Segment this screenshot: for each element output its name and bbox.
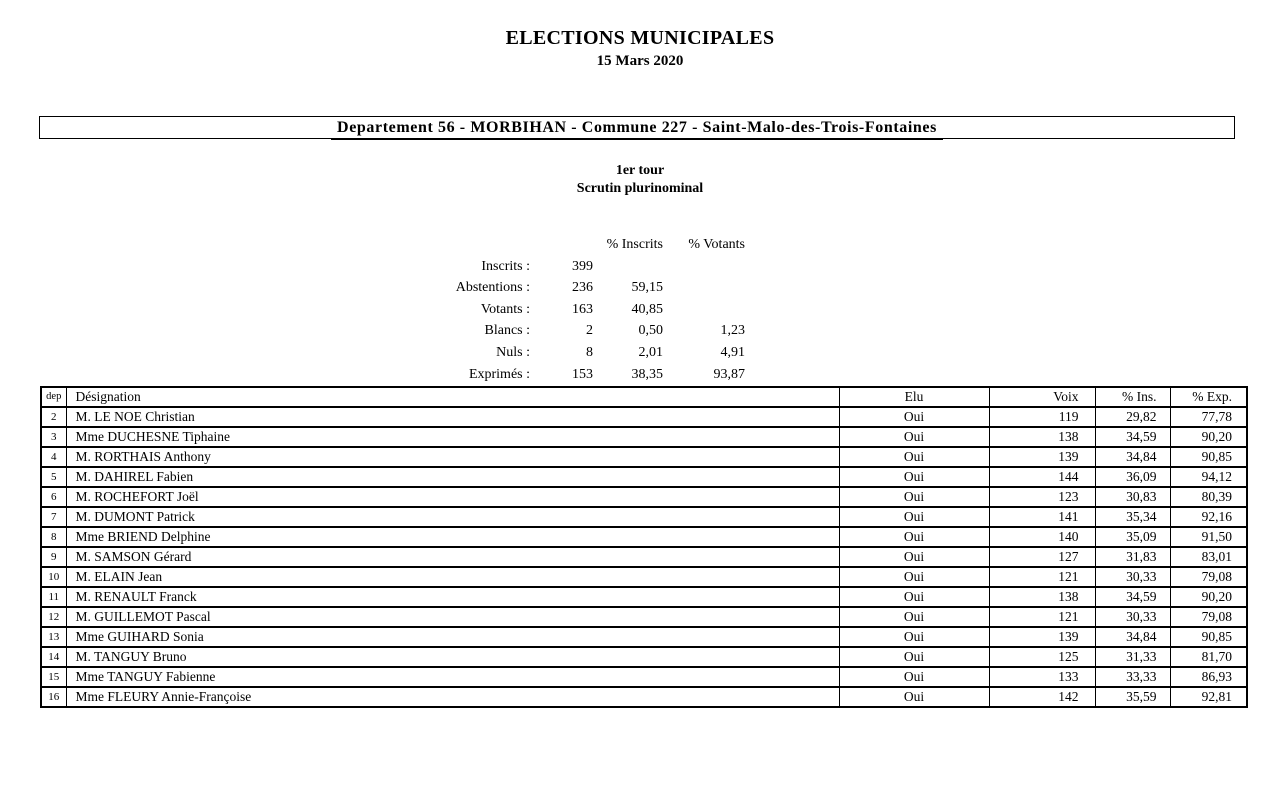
participation-label-cell: Exprimés :: [468, 366, 530, 382]
participation-label-cell: Inscrits :: [481, 258, 530, 274]
participation-header-row: [420, 234, 745, 256]
result-designation-cell: Mme DUCHESNE Tiphaine: [66, 427, 839, 447]
result-dep-cell: 2: [41, 407, 66, 427]
result-elu-cell: Oui: [839, 467, 989, 487]
result-dep-cell: 15: [41, 667, 66, 687]
result-designation-cell: M. LE NOE Christian: [66, 407, 839, 427]
participation-pct-votants-cell: 4,91: [720, 344, 745, 360]
result-voix-cell: 139: [989, 627, 1095, 647]
result-pct-exp-cell: 90,20: [1170, 427, 1247, 447]
participation-count-cell: 153: [572, 366, 593, 382]
result-pct-ins-cell: 35,09: [1095, 527, 1170, 547]
participation-row: [420, 364, 745, 386]
result-voix-cell: 144: [989, 467, 1095, 487]
participation-label-cell: Votants :: [480, 301, 530, 317]
participation-pct-inscrits-cell: [593, 256, 663, 278]
result-pct-ins-cell: 30,33: [1095, 607, 1170, 627]
result-pct-exp-cell: 79,08: [1170, 567, 1247, 587]
result-voix-cell: 121: [989, 607, 1095, 627]
result-designation-cell: M. ROCHEFORT Joël: [66, 487, 839, 507]
result-dep-cell: 6: [41, 487, 66, 507]
result-voix-cell: 138: [989, 427, 1095, 447]
result-row: [41, 447, 1247, 467]
dep-column-header: dep: [41, 387, 66, 407]
result-row: [41, 627, 1247, 647]
result-dep-cell: 9: [41, 547, 66, 567]
result-elu-cell: Oui: [839, 627, 989, 647]
participation-pct-inscrits-cell: 2,01: [638, 344, 663, 360]
participation-label-cell: Blancs :: [484, 323, 530, 339]
participation-empty-header: [530, 234, 593, 256]
participation-pct-inscrits-cell: 0,50: [638, 323, 663, 339]
result-pct-ins-cell: 34,59: [1095, 427, 1170, 447]
result-pct-ins-cell: 34,84: [1095, 627, 1170, 647]
results-table: [40, 386, 1248, 708]
results-header-row: [41, 387, 1247, 407]
participation-count-cell: 2: [586, 323, 593, 339]
result-row: [41, 687, 1247, 707]
participation-row: [420, 299, 745, 321]
voix-column-header: Voix: [989, 387, 1095, 407]
result-pct-ins-cell: 31,33: [1095, 647, 1170, 667]
result-designation-cell: M. DUMONT Patrick: [66, 507, 839, 527]
result-row: [41, 567, 1247, 587]
result-pct-ins-cell: 35,59: [1095, 687, 1170, 707]
result-elu-cell: Oui: [839, 447, 989, 467]
result-voix-cell: 138: [989, 587, 1095, 607]
result-pct-exp-cell: 83,01: [1170, 547, 1247, 567]
result-row: [41, 507, 1247, 527]
page-title: ELECTIONS MUNICIPALES: [505, 27, 775, 49]
participation-table: [420, 234, 745, 385]
result-pct-exp-cell: 79,08: [1170, 607, 1247, 627]
result-elu-cell: Oui: [839, 427, 989, 447]
result-voix-cell: 139: [989, 447, 1095, 467]
result-elu-cell: Oui: [839, 587, 989, 607]
result-voix-cell: 125: [989, 647, 1095, 667]
result-pct-ins-cell: 31,83: [1095, 547, 1170, 567]
result-dep-cell: 16: [41, 687, 66, 707]
participation-count-cell: 236: [572, 280, 593, 296]
result-pct-ins-cell: 33,33: [1095, 667, 1170, 687]
participation-pct-votants-cell: 1,23: [720, 323, 745, 339]
elu-column-header: Elu: [839, 387, 989, 407]
document-header: [0, 27, 1280, 70]
participation-pct-votants-cell: 93,87: [713, 366, 745, 382]
result-pct-exp-cell: 90,20: [1170, 587, 1247, 607]
result-elu-cell: Oui: [839, 567, 989, 587]
result-row: [41, 427, 1247, 447]
participation-count-cell: 163: [572, 301, 593, 317]
result-elu-cell: Oui: [839, 667, 989, 687]
result-pct-exp-cell: 77,78: [1170, 407, 1247, 427]
result-pct-ins-cell: 29,82: [1095, 407, 1170, 427]
result-row: [41, 487, 1247, 507]
result-row: [41, 587, 1247, 607]
round-block: [0, 162, 1280, 198]
result-designation-cell: M. RENAULT Franck: [66, 587, 839, 607]
result-pct-ins-cell: 30,83: [1095, 487, 1170, 507]
result-elu-cell: Oui: [839, 647, 989, 667]
participation-row: [420, 342, 745, 364]
result-elu-cell: Oui: [839, 687, 989, 707]
result-designation-cell: Mme GUIHARD Sonia: [66, 627, 839, 647]
result-pct-exp-cell: 80,39: [1170, 487, 1247, 507]
result-pct-exp-cell: 81,70: [1170, 647, 1247, 667]
result-designation-cell: M. RORTHAIS Anthony: [66, 447, 839, 467]
participation-pct-inscrits-cell: 40,85: [631, 301, 663, 317]
pct-exp-column-header: % Exp.: [1170, 387, 1247, 407]
participation-pct-votants-cell: [663, 277, 745, 299]
result-pct-ins-cell: 34,84: [1095, 447, 1170, 467]
result-dep-cell: 12: [41, 607, 66, 627]
participation-pct-inscrits-cell: 38,35: [631, 366, 663, 382]
result-voix-cell: 140: [989, 527, 1095, 547]
participation-label-cell: Nuls :: [496, 344, 530, 360]
result-voix-cell: 133: [989, 667, 1095, 687]
participation-pct-votants-cell: [663, 299, 745, 321]
result-pct-exp-cell: 92,16: [1170, 507, 1247, 527]
result-pct-ins-cell: 30,33: [1095, 567, 1170, 587]
result-elu-cell: Oui: [839, 607, 989, 627]
result-row: [41, 527, 1247, 547]
result-elu-cell: Oui: [839, 487, 989, 507]
result-voix-cell: 119: [989, 407, 1095, 427]
round-label: 1er tour: [615, 163, 665, 178]
result-dep-cell: 7: [41, 507, 66, 527]
result-pct-exp-cell: 91,50: [1170, 527, 1247, 547]
result-pct-exp-cell: 86,93: [1170, 667, 1247, 687]
result-voix-cell: 142: [989, 687, 1095, 707]
result-row: [41, 607, 1247, 627]
result-pct-exp-cell: 90,85: [1170, 447, 1247, 467]
result-elu-cell: Oui: [839, 507, 989, 527]
result-pct-exp-cell: 92,81: [1170, 687, 1247, 707]
result-dep-cell: 5: [41, 467, 66, 487]
result-dep-cell: 3: [41, 427, 66, 447]
result-row: [41, 667, 1247, 687]
participation-pct-votants-cell: [663, 256, 745, 278]
result-voix-cell: 123: [989, 487, 1095, 507]
pct-ins-column-header: % Ins.: [1095, 387, 1170, 407]
result-voix-cell: 121: [989, 567, 1095, 587]
result-row: [41, 407, 1247, 427]
result-designation-cell: Mme FLEURY Annie-Françoise: [66, 687, 839, 707]
result-designation-cell: Mme TANGUY Fabienne: [66, 667, 839, 687]
commune-header: Departement 56 - MORBIHAN - Commune 227 - Saint-Malo-des-Trois-Fontaines: [331, 118, 943, 140]
result-voix-cell: 127: [989, 547, 1095, 567]
result-row: [41, 547, 1247, 567]
result-dep-cell: 8: [41, 527, 66, 547]
result-dep-cell: 13: [41, 627, 66, 647]
participation-pct-inscrits-cell: 59,15: [631, 280, 663, 296]
result-elu-cell: Oui: [839, 547, 989, 567]
commune-header-box: [39, 116, 1235, 139]
result-elu-cell: Oui: [839, 407, 989, 427]
participation-row: [420, 320, 745, 342]
participation-row: [420, 256, 745, 278]
election-date: 15 Mars 2020: [596, 53, 684, 69]
result-designation-cell: M. SAMSON Gérard: [66, 547, 839, 567]
result-pct-ins-cell: 35,34: [1095, 507, 1170, 527]
result-dep-cell: 14: [41, 647, 66, 667]
result-row: [41, 647, 1247, 667]
result-elu-cell: Oui: [839, 527, 989, 547]
participation-count-cell: 399: [572, 258, 593, 274]
result-dep-cell: 10: [41, 567, 66, 587]
result-designation-cell: M. ELAIN Jean: [66, 567, 839, 587]
participation-empty-header: [420, 234, 530, 256]
pct-inscrits-header: % Inscrits: [606, 237, 663, 252]
result-voix-cell: 141: [989, 507, 1095, 527]
participation-count-cell: 8: [586, 344, 593, 360]
result-designation-cell: M. GUILLEMOT Pascal: [66, 607, 839, 627]
result-row: [41, 467, 1247, 487]
participation-label-cell: Abstentions :: [455, 280, 530, 296]
pct-votants-header: % Votants: [688, 237, 745, 252]
result-designation-cell: Mme BRIEND Delphine: [66, 527, 839, 547]
result-designation-cell: M. DAHIREL Fabien: [66, 467, 839, 487]
result-pct-ins-cell: 36,09: [1095, 467, 1170, 487]
result-pct-exp-cell: 90,85: [1170, 627, 1247, 647]
ballot-type-label: Scrutin plurinominal: [576, 181, 704, 196]
designation-column-header: Désignation: [66, 387, 839, 407]
result-dep-cell: 11: [41, 587, 66, 607]
result-dep-cell: 4: [41, 447, 66, 467]
result-designation-cell: M. TANGUY Bruno: [66, 647, 839, 667]
result-pct-exp-cell: 94,12: [1170, 467, 1247, 487]
result-pct-ins-cell: 34,59: [1095, 587, 1170, 607]
participation-row: [420, 277, 745, 299]
